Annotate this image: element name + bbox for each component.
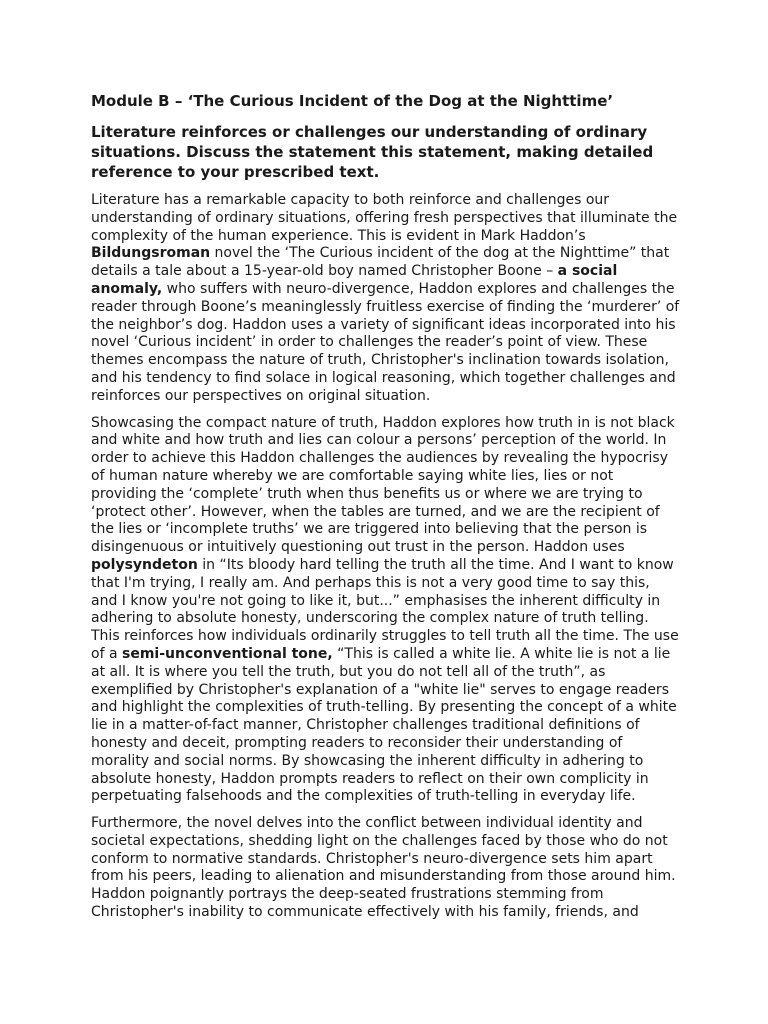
text-run: “This is called a white lie. A white lie is not a lie at all. It is where you tell the truth, but you do not tell all of the truth”, as exemplified by Christopher's explanation of a "white lie" serves to engage readers and highlight the complexities of truth-telling. By presenting the concept of a white lie in a matter-of-fact manner, Christopher challenges traditional definitions of honesty and deceit, prompting readers to reconsider their understanding of morality and social norms. By showcasing the inherent difficulty in adhering to absolute honesty, Haddon prompts readers to reflect on their own complicity in perpetuating falsehoods and the complexities of truth-telling in everyday life. xyxy=(91,645,677,805)
text-run: Showcasing the compact nature of truth, Haddon explores how truth in is not black and white and how truth and lies can colour a persons’ perception of the world. In order to achieve this Haddon challenges the audiences by revealing the hypocrisy of human nature whereby we are comfortable saying white lies, lies or not providing the ‘complete’ truth when thus benefits us or where we are trying to ‘protect other’. However, when the tables are turned, and we are the recipient of the lies or ‘incomplete truths’ we are triggered into believing that the person is disingenuous or intuitively questioning out trust in the person. Haddon uses xyxy=(91,414,675,556)
bold-term: a social anomaly, xyxy=(91,263,618,297)
text-run: in “Its bloody hard telling the truth all the time. And I want to know that I'm trying, I really am. And perhaps this is not a very good time to say this, and I know you're not going to like it, but...” emphasises the inherent difficulty in adhering to absolute honesty, underscoring the complex nature of truth telling. This reinforces how individuals ordinarily struggles to tell truth all the time. The use of a xyxy=(91,556,679,662)
paragraph-identity: Furthermore, the novel delves into the conflict between individual identity and societal expectations, shedding light on the challenges faced by those who do not conform to normative standards. Christopher's neuro-divergence sets him apart from his peers, leading to alienation and misunderstanding from those around him. Haddon poignantly portrays the deep-seated frustrations stemming from Christopher's inability to communicate effectively with his family, friends, and xyxy=(91,815,676,921)
text-run: Literature has a remarkable capacity to both reinforce and challenges our understanding of ordinary situations, offering fresh perspectives that illuminate the complexity of the human experience. This is evident in Mark Haddon’s xyxy=(91,192,678,244)
bold-term: semi-unconventional tone, xyxy=(121,645,333,662)
bold-term: Bildungsroman xyxy=(91,245,211,262)
bold-term: polysyndeton xyxy=(91,556,198,573)
text-run: novel the ‘The Curious incident of the dog at the Nighttime” that details a tale about a 15-year-old boy named Christopher Boone – xyxy=(91,245,670,280)
essay-question: Literature reinforces or challenges our understanding of ordinary situations. Discuss the statement this statement, making detailed reference to your prescribed text. xyxy=(91,123,654,181)
paragraph-truth xyxy=(91,415,680,807)
document-title: Module B – ‘The Curious Incident of the Dog at the Nighttime’ xyxy=(91,92,614,110)
paragraph-introduction xyxy=(91,192,680,406)
text-run: who suffers with neuro-divergence, Haddon explores and challenges the reader through Boone’s meaninglessly fruitless exercise of finding the ‘murderer’ of the neighbor’s dog. Haddon uses a variety of significant ideas incorporated into his novel ‘Curious incident’ in order to challenges the reader’s point of view. These themes encompass the nature of truth, Christopher's inclination towards isolation, and his tendency to find solace in logical reasoning, which together challenges and reinforces our perspectives on original situation. xyxy=(91,280,680,404)
